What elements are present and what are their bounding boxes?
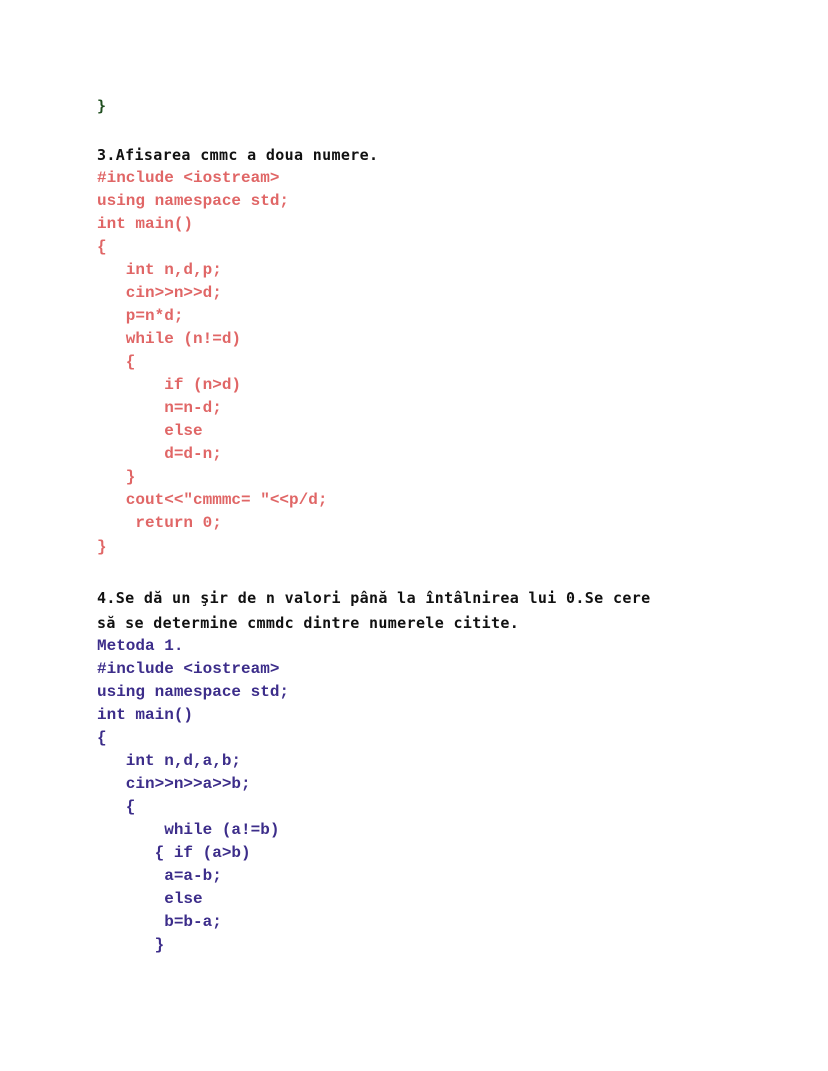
code-line: else <box>97 422 203 440</box>
code-line: int n,d,a,b; <box>97 752 242 770</box>
section-3-heading: 3.Afisarea cmmc a doua numere. <box>97 146 379 164</box>
code-line: } <box>97 538 107 556</box>
code-line: } <box>97 936 165 954</box>
code-line: { if (a>b) <box>97 844 251 862</box>
code-line: int main() <box>97 706 194 724</box>
code-line: { <box>97 353 136 371</box>
code-line: { <box>97 729 107 747</box>
code-line: while (a!=b) <box>97 821 280 839</box>
code-line: { <box>97 238 107 256</box>
code-line: b=b-a; <box>97 913 222 931</box>
code-line: { <box>97 798 136 816</box>
code-line: } <box>97 468 136 486</box>
code-line: #include <iostream> <box>97 660 280 678</box>
code-line: cin>>n>>a>>b; <box>97 775 251 793</box>
code-line: n=n-d; <box>97 399 222 417</box>
code-line: int main() <box>97 215 194 233</box>
code-line: if (n>d) <box>97 376 242 394</box>
code-line: p=n*d; <box>97 307 184 325</box>
code-line: Metoda 1. <box>97 637 184 655</box>
code-line: while (n!=d) <box>97 330 242 348</box>
code-line: #include <iostream> <box>97 169 280 187</box>
code-line: cin>>n>>d; <box>97 284 222 302</box>
code-line: else <box>97 890 203 908</box>
stray-closing-brace: } <box>97 97 107 115</box>
code-line: a=a-b; <box>97 867 222 885</box>
code-line: d=d-n; <box>97 445 222 463</box>
section-4-heading-line-2: să se determine cmmdc dintre numerele citite. <box>97 614 520 632</box>
code-line: return 0; <box>97 514 222 532</box>
code-line: using namespace std; <box>97 683 290 701</box>
code-line: cout<<"cmmmc= "<<p/d; <box>97 491 328 509</box>
section-4-heading-line-1: 4.Se dă un şir de n valori până la întâlnirea lui 0.Se cere <box>97 589 651 607</box>
code-line: using namespace std; <box>97 192 290 210</box>
code-line: int n,d,p; <box>97 261 222 279</box>
